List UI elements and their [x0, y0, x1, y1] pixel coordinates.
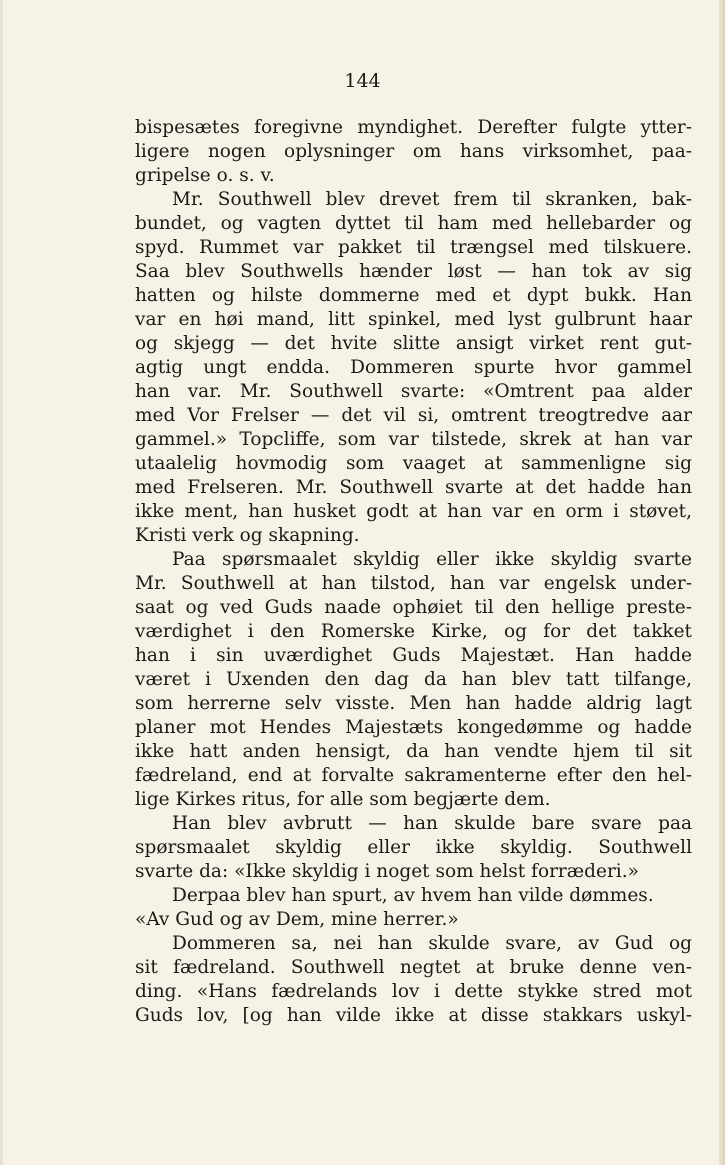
text-line: værdighet i den Romerske Kirke, og for det takket [135, 621, 692, 642]
text-line: med Frelseren. Mr. Southwell svarte at det hadde han [135, 477, 692, 498]
text-line: bundet, og vagten dyttet til ham med hellebarder og [135, 213, 692, 234]
text-line: Han blev avbrutt — han skulde bare svare paa [172, 813, 692, 834]
page-number: 144 [344, 70, 381, 92]
text-line: Paa spørsmaalet skyldig eller ikke skyldig svarte [172, 549, 692, 570]
text-line: spørsmaalet skyldig eller ikke skyldig. Southwell [135, 837, 692, 858]
text-line: «Av Gud og av Dem, mine herrer.» [135, 909, 459, 930]
text-line: Dommeren sa, nei han skulde svare, av Gud og [172, 933, 692, 954]
text-line: været i Uxenden den dag da han blev tatt tilfange, [135, 669, 692, 690]
text-line: han i sin uværdighet Guds Majestæt. Han hadde [135, 645, 692, 666]
text-line: svarte da: «Ikke skyldig i noget som helst forræderi.» [135, 861, 639, 882]
text-line: Mr. Southwell blev drevet frem til skranken, bak- [172, 189, 692, 210]
text-line: fædreland, end at forvalte sakramenterne efter den hel- [135, 765, 692, 786]
text-line: var en høi mand, litt spinkel, med lyst gulbrunt haar [135, 309, 692, 330]
text-line: spyd. Rummet var pakket til trængsel med tilskuere. [135, 237, 692, 258]
text-line: lige Kirkes ritus, for alle som begjærte dem. [135, 789, 551, 810]
text-line: Derpaa blev han spurt, av hvem han vilde dømmes. [172, 885, 654, 906]
text-line: og skjegg — det hvite slitte ansigt virket rent gut- [135, 333, 692, 354]
text-line: agtig ungt endda. Dommeren spurte hvor gammel [135, 357, 692, 378]
text-line: Saa blev Southwells hænder løst — han tok av sig [135, 261, 692, 282]
text-line: utaalelig hovmodig som vaaget at sammenligne sig [135, 453, 692, 474]
page-right-edge [719, 0, 725, 1165]
text-line: gripelse o. s. v. [135, 165, 275, 186]
page-left-edge [0, 0, 3, 1165]
text-line: saat og ved Guds naade ophøiet til den hellige preste- [135, 597, 692, 618]
text-line: som herrerne selv visste. Men han hadde aldrig lagt [135, 693, 692, 714]
text-line: ding. «Hans fædrelands lov i dette stykke stred mot [135, 981, 692, 1002]
text-line: bispesætes foregivne myndighet. Derefter fulgte ytter- [135, 117, 692, 138]
text-line: ikke hatt anden hensigt, da han vendte hjem til sit [135, 741, 692, 762]
text-line: planer mot Hendes Majestæts kongedømme og hadde [135, 717, 692, 738]
text-line: ligere nogen oplysninger om hans virksomhet, paa- [135, 141, 692, 162]
text-line: gammel.» Topcliffe, som var tilstede, skrek at han var [135, 429, 692, 450]
text-line: Guds lov, [og han vilde ikke at disse stakkars uskyl- [135, 1005, 692, 1026]
body-text [135, 116, 692, 1028]
text-line: Kristi verk og skapning. [135, 525, 360, 546]
text-line: Mr. Southwell at han tilstod, han var engelsk under- [135, 573, 692, 594]
text-line: med Vor Frelser — det vil si, omtrent treogtredve aar [135, 405, 692, 426]
text-line: ikke ment, han husket godt at han var en orm i støvet, [135, 501, 692, 522]
text-line: sit fædreland. Southwell negtet at bruke denne ven- [135, 957, 692, 978]
text-line: han var. Mr. Southwell svarte: «Omtrent paa alder [135, 381, 692, 402]
text-line: hatten og hilste dommerne med et dypt bukk. Han [135, 285, 692, 306]
